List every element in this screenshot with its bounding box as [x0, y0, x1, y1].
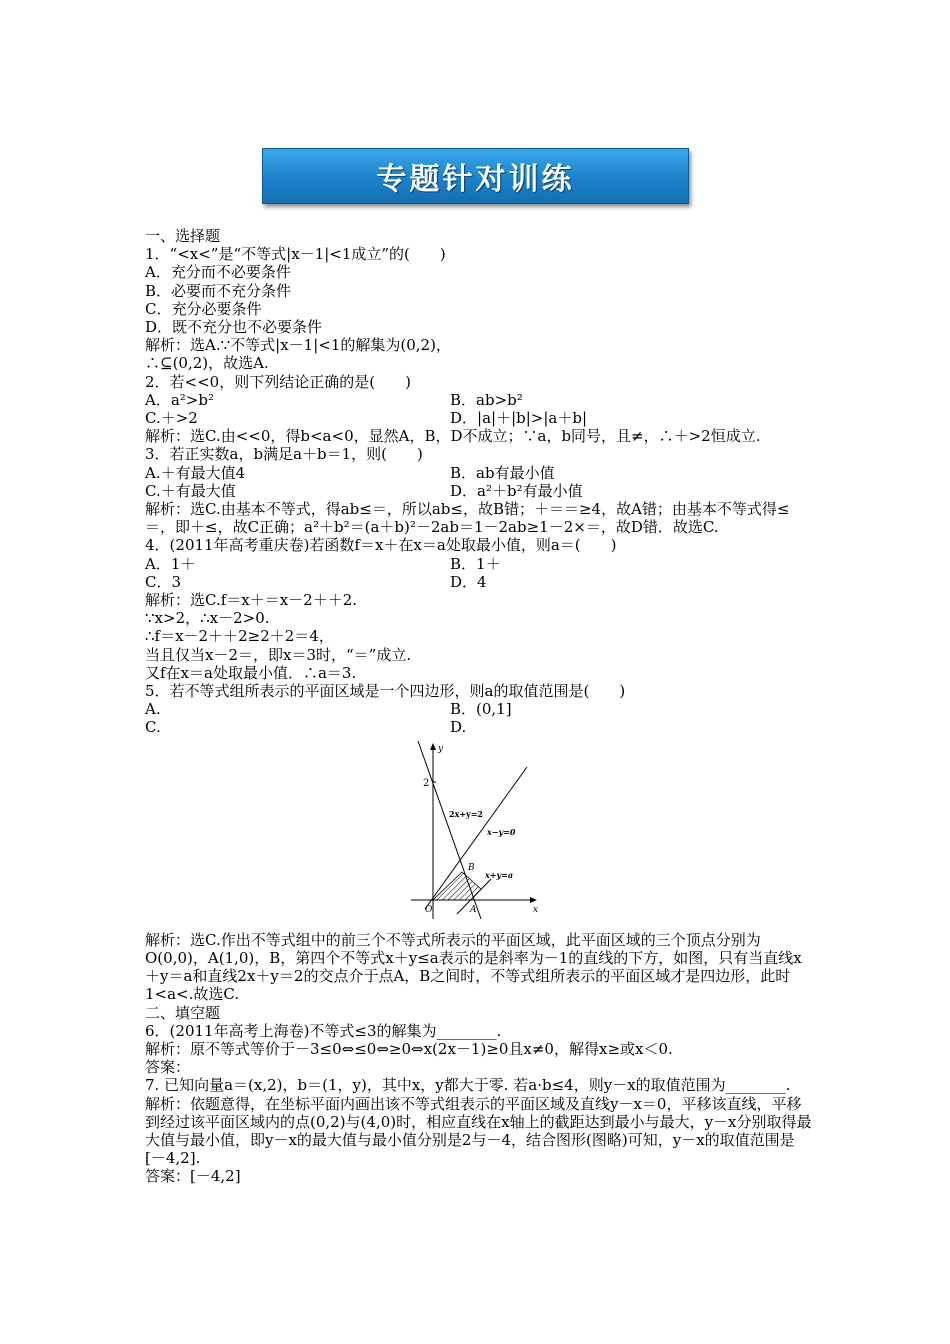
q5-option-d: D.	[450, 718, 467, 737]
q5-analysis: 解析：选C.作出不等式组中的前三个不等式所表示的平面区域，此平面区域的三个顶点分别为O(0,0)，A(1,0)，B，第四个不等式x＋y≤a表示的是斜率为－1的直线的下方，如图，只有当直线x＋y＝a和直线2x＋y＝2的交点介于点A，B之间时，不等式组所表示的平面区域才是四边形，此时1<a<.故选C.	[145, 930, 802, 1004]
q2-option-c: C.＋>2	[145, 409, 198, 428]
title-banner	[262, 148, 689, 204]
q4-analysis-3: ∴f＝x－2＋＋2≥2＋2＝4，	[145, 627, 334, 646]
banner-title: 专题针对训练	[376, 162, 575, 197]
q6-answer: 答案：	[145, 1058, 191, 1077]
q7-analysis: 解析：依题意得，在坐标平面内画出该不等式组表示的平面区域及直线y－x＝0，平移该直线，平移到经过该平面区域内的点(0,2)与(4,0)时，相应直线在x轴上的截距达到最小与最大，y－x分别取得最大值与最小值，即y－x的最大值与最小值分别是2与－4，结合图形(图略)可知，y－x的取值范围是[－4,2].	[145, 1094, 812, 1168]
line-x-minus-y-eq-0-label: x−y=0	[487, 826, 516, 837]
exercise-content	[145, 227, 815, 1186]
q2-options-row-1	[145, 391, 815, 409]
q6-stem: 6．(2011年高考上海卷)不等式≤3的解集为________.	[145, 1021, 502, 1040]
q4-option-b: B．1＋	[450, 554, 501, 573]
q5-option-b: B．(0,1]	[450, 700, 512, 719]
q2-analysis: 解析：选C.由<<0，得b<a<0，显然A，B，D不成立；∵a，b同号，且≠，∴＋>2恒成立.	[145, 427, 761, 446]
q1-option-c: C．充分必要条件	[145, 299, 262, 318]
q3-stem: 3．若正实数a，b满足a＋b＝1，则( )	[145, 445, 423, 464]
q4-options-row-1	[145, 555, 815, 573]
shaded-region	[433, 872, 481, 900]
q1-option-a: A．充分而不必要条件	[145, 263, 291, 282]
q4-stem: 4．(2011年高考重庆卷)若函数f＝x＋在x＝a处取最小值，则a＝( )	[145, 536, 617, 555]
q4-option-d: D．4	[450, 572, 487, 591]
q4-analysis-4: 当且仅当x－2＝，即x＝3时，“＝”成立.	[145, 645, 412, 664]
q3-option-a: A.＋有最大值4	[145, 463, 246, 482]
q2-option-a: A．a²>b²	[145, 390, 214, 409]
q2-option-b: B．ab>b²	[450, 390, 523, 409]
q1-stem: 1．“<x<”是“不等式|x－1|<1成立”的( )	[145, 245, 446, 264]
q3-analysis: 解析：选C.由基本不等式，得ab≤＝，所以ab≤，故B错；＋＝＝≥4，故A错；由基本不等式得≤＝，即＋≤，故C正确；a²＋b²＝(a＋b)²－2ab＝1－2ab≥1－2×＝，故D错．故选C.	[145, 500, 790, 537]
tick-2-label: 2	[423, 777, 430, 789]
q1-analysis-1: 解析：选A.∵不等式|x－1|<1的解集为(0,2)，	[145, 336, 451, 355]
q4-analysis-1: 解析：选C.f＝x＋＝x－2＋＋2.	[145, 591, 358, 610]
q6-analysis: 解析：原不等式等价于－3≤0⇔≤0⇔≥0⇔x(2x－1)≥0且x≠0，解得x≥或x＜0.	[145, 1039, 673, 1058]
section-heading-choice: 一、选择题	[145, 227, 221, 245]
q7-answer: 答案：[－4,2]	[145, 1167, 241, 1186]
section-heading-fill: 二、填空题	[145, 1003, 221, 1022]
q4-analysis-2: ∵x>2，∴x－2>0.	[145, 609, 270, 628]
q1-option-d: D．既不充分也不必要条件	[145, 318, 323, 337]
q5-option-a: A.	[145, 700, 161, 719]
q4-analysis-5: 又f在x＝a处取最小值．∴a＝3.	[145, 663, 357, 682]
q2-option-d: D．|a|＋|b|>|a＋b|	[450, 409, 588, 428]
q3-option-c: C.＋有最大值	[145, 481, 236, 500]
q3-options-row-2	[145, 482, 815, 500]
q5-options-row-1	[145, 700, 815, 718]
q1-option-b: B．必要而不充分条件	[145, 281, 292, 300]
q4-options-row-2	[145, 573, 815, 591]
q5-option-c: C.	[145, 718, 161, 737]
q5-options-row-2	[145, 718, 815, 736]
q2-stem: 2．若<<0，则下列结论正确的是( )	[145, 372, 411, 391]
line-x-plus-y-eq-a-label: x+y=a	[485, 869, 514, 880]
q7-stem: 7. 已知向量a＝(x,2)，b＝(1，y)，其中x，y都大于零. 若a·b≤4，则y－x的取值范围为________.	[145, 1076, 791, 1095]
feasible-region-diagram	[405, 739, 545, 925]
q4-option-a: A．1＋	[145, 554, 196, 573]
y-axis-arrow	[430, 743, 436, 750]
q5-stem: 5．若不等式组所表示的平面区域是一个四边形，则a的取值范围是( )	[145, 682, 626, 701]
x-axis-label: x	[533, 904, 539, 915]
q3-option-d: D．a²＋b²有最小值	[450, 481, 583, 500]
y-axis-label: y	[438, 743, 444, 754]
point-a-label: A	[470, 904, 477, 915]
q1-analysis-2: ∴⊆(0,2)，故选A.	[145, 354, 269, 373]
point-b-label: B	[468, 862, 475, 873]
q2-options-row-2	[145, 409, 815, 427]
q4-option-c: C．3	[145, 572, 182, 591]
x-axis-arrow	[530, 897, 537, 903]
q3-option-b: B．ab有最小值	[450, 463, 555, 482]
line-2x-plus-y-eq-2-label: 2x+y=2	[449, 808, 483, 819]
feasible-region-figure	[145, 739, 815, 925]
q3-options-row-1	[145, 464, 815, 482]
origin-label: O	[425, 904, 433, 915]
